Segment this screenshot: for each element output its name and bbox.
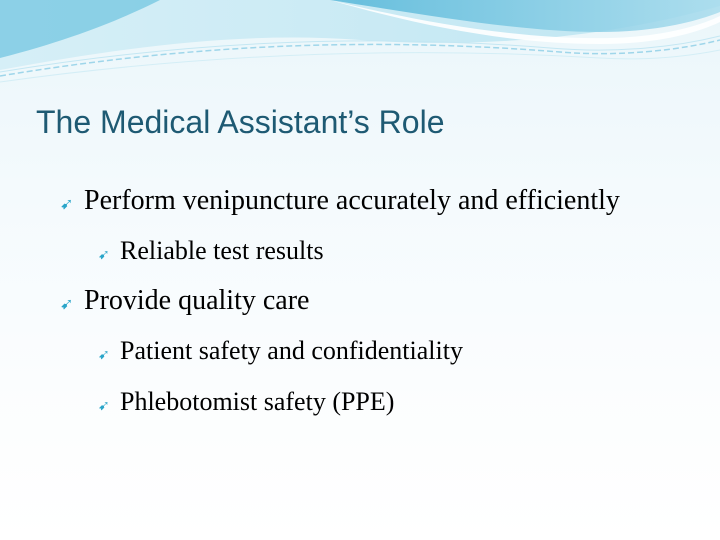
sub-bullet-item — [98, 231, 700, 275]
curved-arrow-icon: ➹ — [98, 247, 110, 263]
bullet-text: Patient safety and confidentiality — [120, 336, 463, 365]
curved-arrow-icon: ➹ — [60, 294, 74, 313]
bullet-item — [60, 182, 684, 223]
bullet-text: Perform venipuncture accurately and efficiently — [84, 185, 620, 216]
header-wave-decoration — [0, 0, 720, 90]
bullet-text: Phlebotomist safety (PPE) — [120, 387, 395, 416]
slide-title: The Medical Assistant’s Role — [36, 104, 445, 140]
bullet-text: Provide quality care — [84, 285, 310, 316]
curved-arrow-icon: ➹ — [98, 347, 110, 363]
bullet-text: Reliable test results — [120, 236, 324, 265]
bullet-list — [0, 182, 720, 433]
curved-arrow-icon: ➹ — [98, 398, 110, 414]
bullet-item — [60, 282, 684, 323]
curved-arrow-icon: ➹ — [60, 194, 74, 213]
sub-bullet-item — [98, 382, 700, 426]
sub-bullet-item — [98, 331, 700, 375]
